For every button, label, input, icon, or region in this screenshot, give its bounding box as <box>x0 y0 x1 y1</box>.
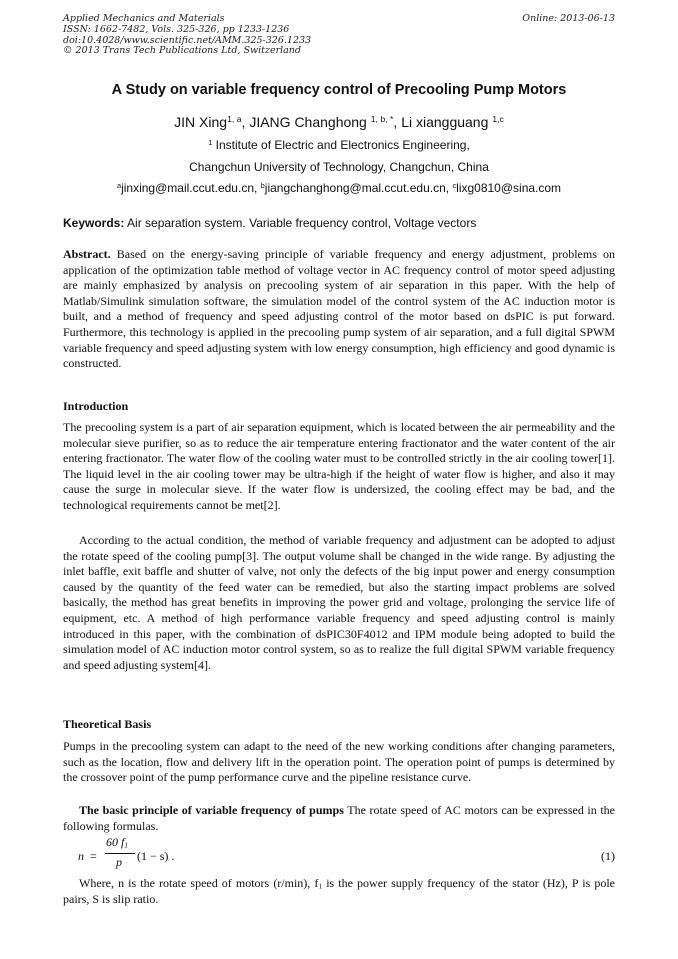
eq-denominator: p <box>116 855 122 869</box>
eq-rhs: (1 − s) . <box>137 849 175 863</box>
author-name: JIN Xing <box>174 114 228 130</box>
author-sep: , <box>393 114 402 130</box>
principle-text: The rotate speed of AC motors can be expressed in the following formulas. <box>63 803 615 833</box>
introduction-paragraph-1: The precooling system is a part of air separation equipment, which is located between the air permeability and the molecular sieve purifier, so as to reduce the air temperature entering fractionator and the water content of the air entering fractionator. The water flow of the cooling water must to be controlled strictly in the air cooling tower[1]. The liquid level in the air cooling tower may be ultra-high if the height of water flow is higher, and also it may cause the surge in molecular sieve. If the water flow is undersized, the cooling effect may be bad, and the technological requirements cannot be met[2]. <box>63 420 615 512</box>
email-line <box>0 181 678 195</box>
email-sup: a <box>116 180 122 190</box>
email-link[interactable]: jiangchanghong@mal.ccut.edu.cn, <box>264 181 453 195</box>
eq-num-sub: 1 <box>124 840 129 850</box>
author-sup: 1,c <box>492 114 504 125</box>
email-sup: c <box>452 180 457 190</box>
author-name: JIANG Changhong <box>249 114 371 130</box>
journal-name: Applied Mechanics and Materials <box>63 13 225 24</box>
email-link[interactable]: lixg0810@sina.com <box>456 181 562 195</box>
theory-paragraph-1: Pumps in the precooling system can adapt to the need of the new working conditions after changing parameters, such as the location, flow and delivery lift in the operation point. The operation point of pumps is determined by the crossover point of the pump performance curve and the pipeline resistance curve. <box>63 739 615 785</box>
theory-paragraph-3 <box>63 876 615 907</box>
affiliation-institute: Institute of Electric and Electronics Engineering, <box>212 138 470 152</box>
email-sup: b <box>260 180 265 190</box>
copyright-line: © 2013 Trans Tech Publications Ltd, Switzerland <box>63 45 302 57</box>
journal-header <box>63 14 615 57</box>
keywords-text: Air separation system. Variable frequency control, Voltage vectors <box>124 216 477 230</box>
eq-num-text: 60 f <box>106 835 125 849</box>
principle-subheading: The basic principle of variable frequency of pumps <box>79 803 344 817</box>
where-text-b: is the power supply frequency of the stator (Hz), P is pole pairs, S is slip ratio. <box>63 876 615 906</box>
introduction-heading: Introduction <box>63 399 129 413</box>
abstract-text: Based on the energy-saving principle of variable frequency and energy adjustment, problems on application of the optimization table method of voltage vector in AC frequency control of motor speed adjusting are mainly emphasized by analysis on precooling system of air separation in this paper. With the help of Matlab/Simulink simulation software, the simulation model of the control system of the AC induction motor is built, and a method of frequency and speed adjusting control of the motor based on dsPIC is put forward. Furthermore, this technology is applied in the precooling pump system of air separation, and a full digital SPWM variable frequency and speed adjusting system with low energy consumption, high efficiency and good dynamic is constructed. <box>63 247 615 371</box>
eq-equals: = <box>90 849 97 863</box>
author-sep: , <box>241 114 250 130</box>
equation-number: (1) <box>601 849 615 863</box>
where-text-a: Where, n is the rotate speed of motors (r/min), f <box>79 876 319 890</box>
affiliation-line-2: Changchun University of Technology, Changchun, China <box>189 160 489 174</box>
keywords <box>63 216 615 230</box>
theory-heading: Theoretical Basis <box>63 717 152 731</box>
paper-title: A Study on variable frequency control of Precooling Pump Motors <box>111 82 567 98</box>
fraction-bar <box>105 853 135 854</box>
author-name: Li xiangguang <box>401 114 493 130</box>
online-date: Online: 2013-06-13 <box>522 13 615 24</box>
email-link[interactable]: jinxing@mail.ccut.edu.cn, <box>121 181 261 195</box>
affiliation-sup: 1 <box>208 137 213 147</box>
theory-paragraph-2 <box>63 803 615 834</box>
issn-line: ISSN: 1662-7482, Vols. 325-326, pp 1233-1236 <box>63 23 290 35</box>
affiliation-line-1 <box>0 138 678 152</box>
introduction-paragraph-2: According to the actual condition, the method of variable frequency and adjustment can be adopted to adjust the rotate speed of the cooling pump[3]. The output volume shall be changed in the wide range. By adjusting the inlet baffle, exit baffle and shutter of valve, not only the defects of the big input power and energy consumption caused by the quantity of the feed water can be remedied, but also the starting impact problems are solved basically, the method has great benefits in improving the power grid and voltage, prolonging the service life of equipment, etc. A method of high performance variable frequency and speed adjusting control is mainly introduced in this paper, with the combination of dsPIC30F4012 and IPM module being adopted to build the simulation model of AC induction motor control system, so as to realize the full digital SPWM variable frequency and speed adjusting system[4]. <box>63 533 615 672</box>
eq-numerator <box>106 835 128 850</box>
abstract-label: Abstract. <box>63 247 111 261</box>
author-sup: 1, a <box>227 114 242 125</box>
keywords-label: Keywords: <box>63 216 125 230</box>
eq-lhs: n <box>78 849 84 863</box>
author-sup: 1, b, * <box>370 114 394 125</box>
author-line <box>0 114 678 130</box>
abstract-paragraph <box>63 247 615 372</box>
where-sub: 1 <box>318 881 323 891</box>
doi-line: doi:10.4028/www.scientific.net/AMM.325-326.1233 <box>63 34 312 46</box>
equation-1 <box>78 834 618 872</box>
